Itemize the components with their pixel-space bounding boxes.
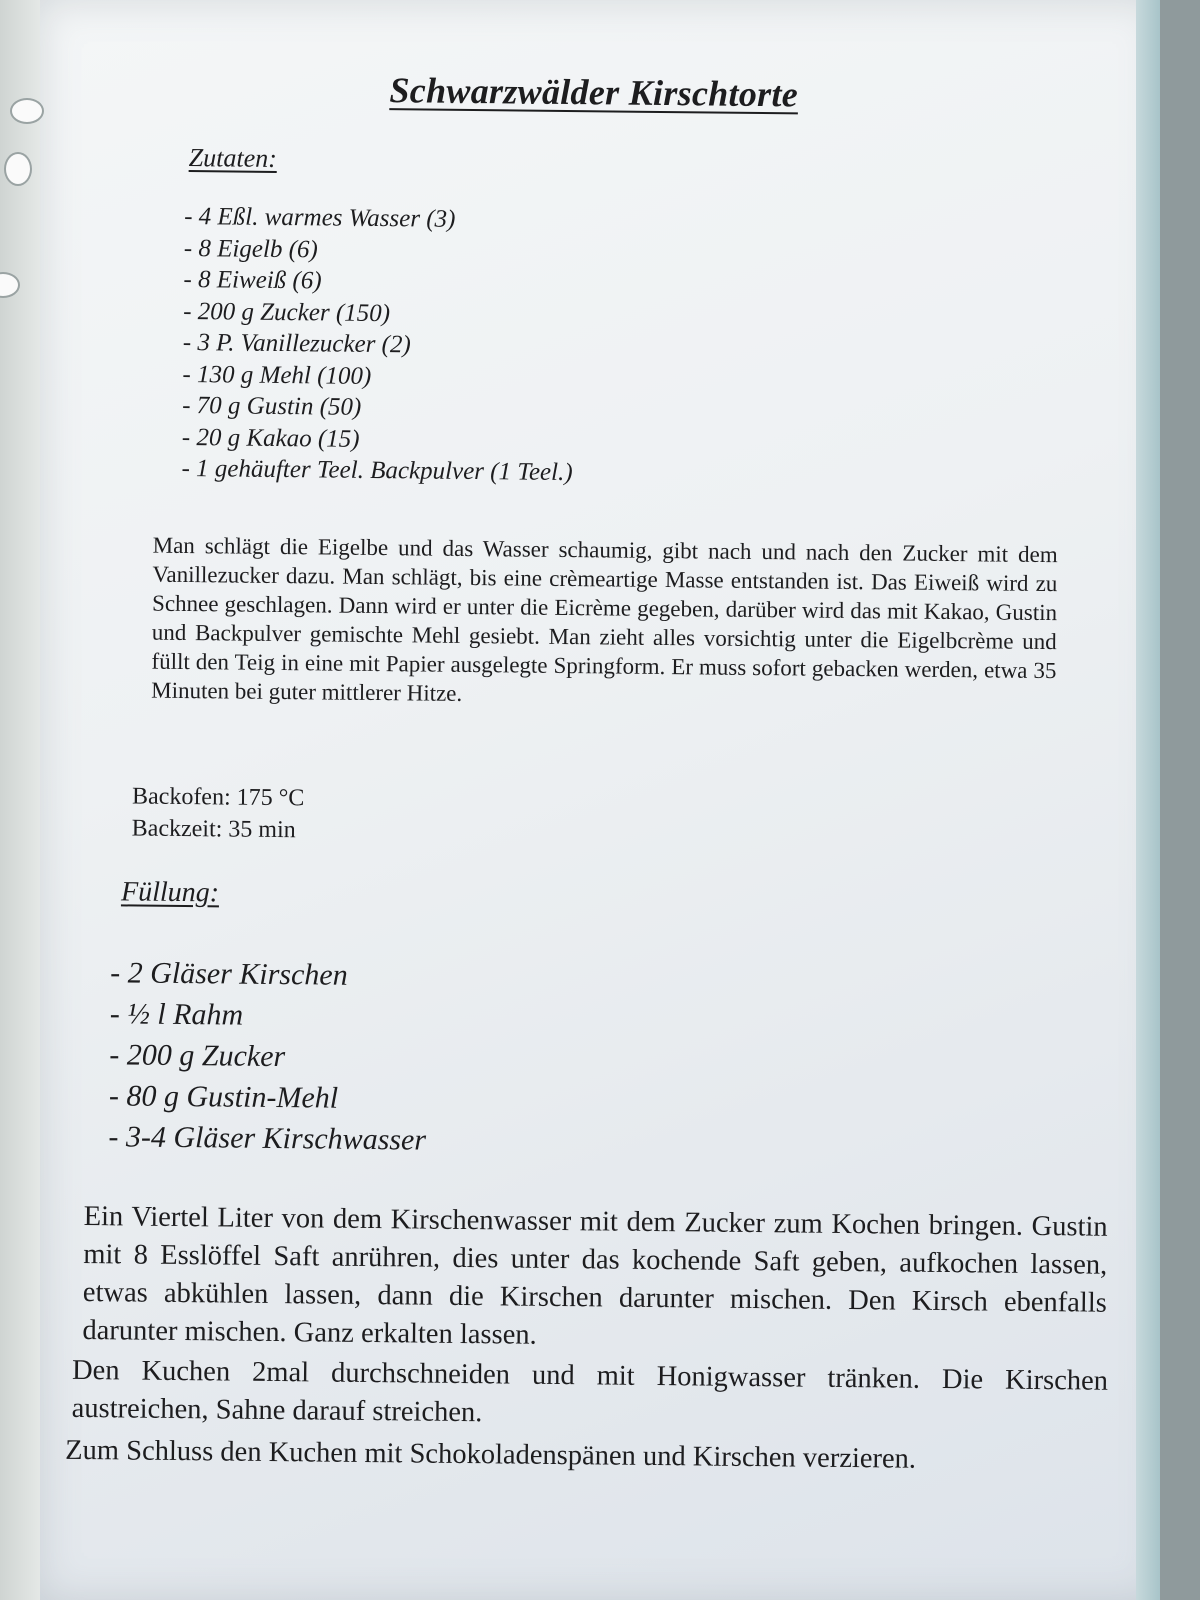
fuellung-list xyxy=(108,952,428,1160)
list-item: - 3 P. Vanillezucker (2) xyxy=(182,328,411,359)
list-item: - 200 g Zucker (150) xyxy=(183,297,391,327)
list-item: - 8 Eiweiß (6) xyxy=(183,265,322,295)
list-item: - 4 Eßl. warmes Wasser (3) xyxy=(184,202,456,233)
filling-paragraph-2: Den Kuchen 2mal durchschneiden und mit Honigwasser tränken. Die Kirschen austreichen, Sahne darauf streichen. xyxy=(71,1354,1109,1429)
list-item: - 80 g Gustin-Mehl xyxy=(108,1079,339,1115)
filling-paragraph-3: Zum Schluss den Kuchen mit Schokoladenspänen und Kirschen verzieren. xyxy=(65,1434,917,1475)
punch-hole-icon xyxy=(4,152,32,186)
list-item: - 1 gehäufter Teel. Backpulver (1 Teel.) xyxy=(181,454,573,487)
sleeve-edge xyxy=(1136,0,1160,1600)
list-item: - 3-4 Gläser Kirschwasser xyxy=(108,1120,427,1157)
baking-time: Backzeit: 35 min xyxy=(131,815,296,844)
list-item: - 70 g Gustin (50) xyxy=(182,391,362,421)
zutaten-heading: Zutaten: xyxy=(188,143,278,173)
method-paragraph: Man schlägt die Eigelbe und das Wasser schaumig, gibt nach und nach den Zucker mit dem Vanillezucker dazu. Man schlägt, bis eine crèmeartige Masse entstanden ist. Das Eiweiß wird zu Schnee geschlagen. Dann wird er unter die Eicrème gegeben, darüber wird das mit Kakao, Gustin und Backpulver gemischte Mehl gesiebt. Man zieht alles vorsichtig unter die Eigelbcrème und füllt den Teig in eine mit Papier ausgelegte Springform. Er muss sofort gebacken werden, etwa 35 Minuten bei guter mittlerer Hitze. xyxy=(151,532,1058,706)
recipe-page xyxy=(65,40,1120,1591)
punch-hole-icon xyxy=(10,98,44,124)
list-item: - 20 g Kakao (15) xyxy=(181,423,360,453)
zutaten-list xyxy=(181,201,575,489)
list-item: - 8 Eigelb (6) xyxy=(183,234,318,263)
list-item: - 200 g Zucker xyxy=(109,1038,286,1074)
list-item: - 130 g Mehl (100) xyxy=(182,360,372,390)
fuellung-heading: Füllung: xyxy=(120,876,220,909)
baking-info xyxy=(132,780,533,848)
list-item: - 2 Gläser Kirschen xyxy=(110,956,348,992)
oven-temperature: Backofen: 175 °C xyxy=(131,783,305,812)
filling-paragraph-1: Ein Viertel Liter von dem Kirschenwasser mit dem Zucker zum Kochen bringen. Gustin mit 8 Esslöffel Saft anrühren, dies unter das kochende Saft geben, aufkochen lassen, etwas abkühlen lassen, dann die Kirschen darunter mischen. Den Kirsch ebenfalls darunter mischen. Ganz erkalten lassen. xyxy=(82,1200,1108,1351)
recipe-title: Schwarzwälder Kirschtorte xyxy=(389,70,799,115)
list-item: - ½ l Rahm xyxy=(109,997,244,1032)
